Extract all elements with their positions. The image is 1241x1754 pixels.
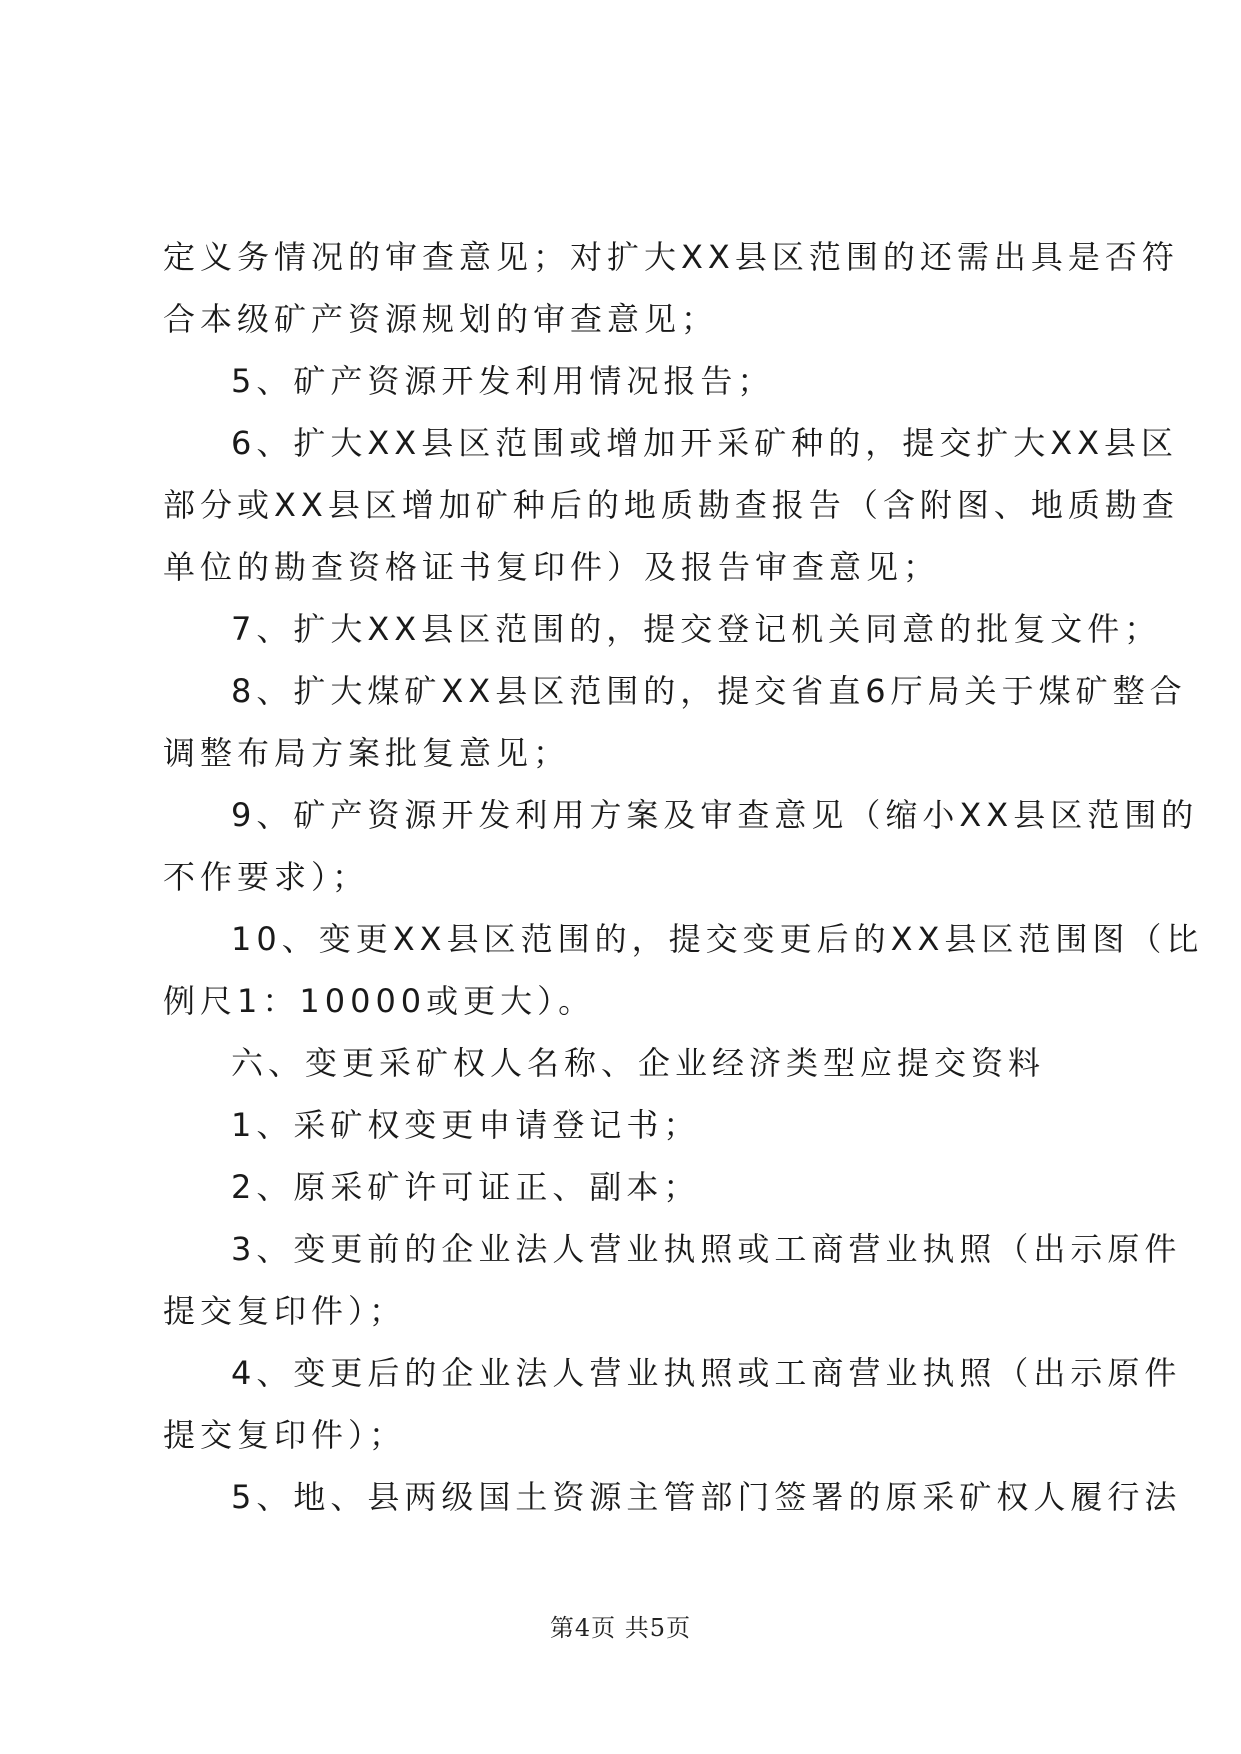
text-line: 9、矿产资源开发利用方案及审查意见（缩小XX县区范围的 [231,796,1199,834]
text-line: 8、扩大煤矿XX县区范围的，提交省直6厅局关于煤矿整合 [231,672,1187,710]
text-line: 部分或XX县区增加矿种后的地质勘查报告（含附图、地质勘查 [163,486,1179,524]
paragraph [163,1032,1081,1094]
paragraph [163,784,1199,908]
paragraph [163,1156,1081,1218]
document-body [163,226,1204,1528]
page-footer: 第4页 共5页 [549,1614,692,1642]
text-line: 定义务情况的审查意见；对扩大XX县区范围的还需出具是否符 [163,238,1179,276]
text-line: 5、矿产资源开发利用情况报告； [231,362,775,400]
text-line: 例尺1：10000或更大）。 [163,982,596,1020]
text-line: 3、变更前的企业法人营业执照或工商营业执照（出示原件 [231,1230,1182,1268]
text-line: 6、扩大XX县区范围或增加开采矿种的，提交扩大XX县区 [231,424,1179,462]
text-line: 5、地、县两级国土资源主管部门签署的原采矿权人履行法 [231,1478,1182,1516]
paragraph [163,908,1204,1032]
text-line: 提交复印件）； [163,1416,407,1454]
paragraph [163,1094,1081,1156]
text-line: 10、变更XX县区范围的，提交变更后的XX县区范围图（比 [231,920,1204,958]
paragraph [163,412,1179,598]
paragraph [163,598,1162,660]
text-line: 调整布局方案批复意见； [163,734,571,772]
paragraph [163,660,1187,784]
paragraph [163,1466,1182,1528]
paragraph [163,350,1081,412]
text-line: 提交复印件）； [163,1292,407,1330]
paragraph [163,1342,1182,1466]
text-line: 不作要求）； [163,858,370,896]
text-line: 1、采矿权变更申请登记书； [231,1106,701,1144]
text-line: 7、扩大XX县区范围的，提交登记机关同意的批复文件； [231,610,1162,648]
text-line: 合本级矿产资源规划的审查意见； [163,300,719,338]
text-line: 4、变更后的企业法人营业执照或工商营业执照（出示原件 [231,1354,1182,1392]
paragraph [163,226,1179,350]
text-line: 单位的勘查资格证书复印件）及报告审查意见； [163,548,941,586]
text-line: 2、原采矿许可证正、副本； [231,1168,701,1206]
text-line: 六、变更采矿权人名称、企业经济类型应提交资料 [231,1044,1046,1082]
paragraph [163,1218,1182,1342]
